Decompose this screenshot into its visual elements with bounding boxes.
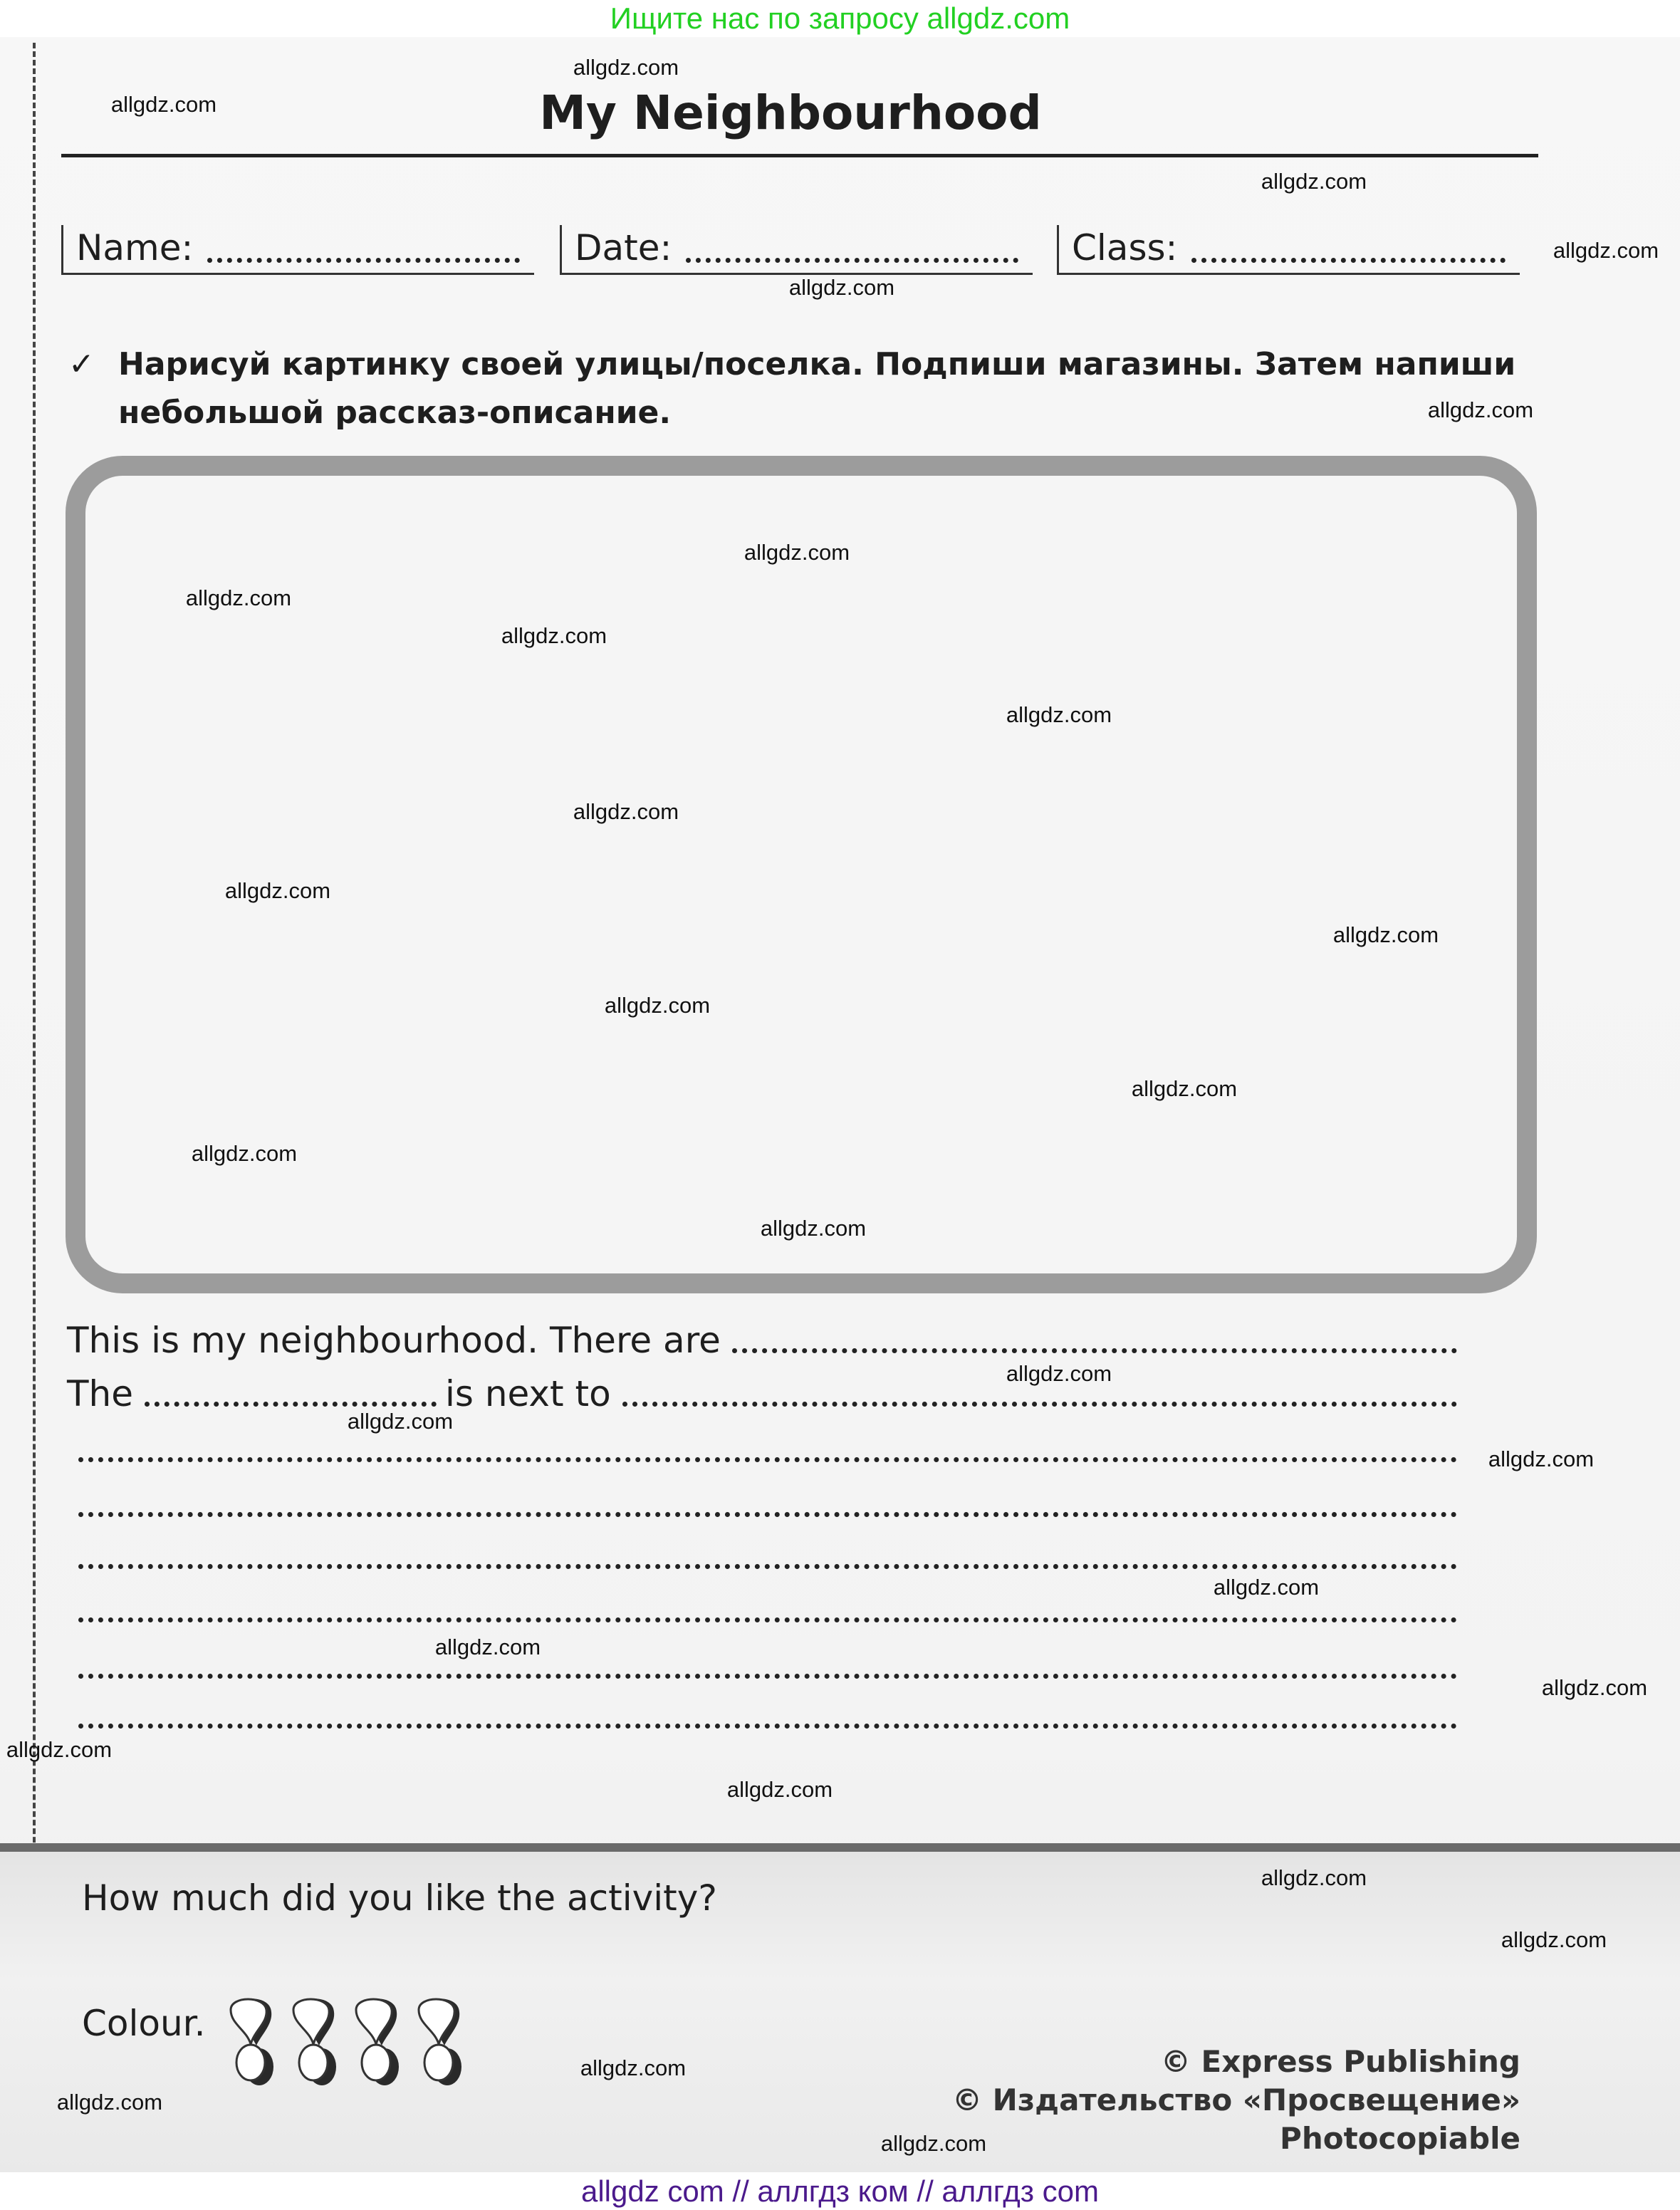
watermark: allgdz.com	[6, 1737, 113, 1762]
rating-icon[interactable]	[228, 1994, 276, 2090]
watermark: allgdz.com	[1427, 397, 1534, 422]
watermark: allgdz.com	[788, 275, 895, 300]
feedback-question: How much did you like the activity?	[82, 1877, 717, 1919]
watermark: allgdz.com	[573, 55, 679, 80]
dots	[78, 1643, 1457, 1679]
watermark: allgdz.com	[744, 540, 850, 565]
writing-line-8[interactable]	[67, 1693, 1466, 1739]
watermark: allgdz.com	[347, 1409, 454, 1434]
watermark: allgdz.com	[726, 1777, 833, 1802]
dots	[78, 1693, 1457, 1729]
name-field[interactable]	[61, 225, 534, 275]
class-label: Class:	[1072, 227, 1178, 269]
watermark: allgdz.com	[56, 2090, 163, 2115]
name-label: Name:	[76, 227, 194, 269]
writing-line-5[interactable]	[67, 1533, 1466, 1579]
watermark: allgdz.com	[880, 2131, 987, 2156]
watermark: allgdz.com	[1261, 169, 1367, 194]
dots	[78, 1481, 1457, 1517]
watermark: allgdz.com	[760, 1216, 867, 1241]
bottom-banner: allgdz com // аллгдз ком // аллгдз com	[0, 2172, 1680, 2210]
watermark: allgdz.com	[191, 1141, 298, 1166]
instruction-line-1: Нарисуй картинку своей улицы/поселка. Подпиши магазины. Затем напиши	[118, 346, 1516, 382]
drawing-area[interactable]	[66, 456, 1537, 1293]
watermark: allgdz.com	[1261, 1865, 1367, 1890]
watermark: allgdz.com	[1006, 1361, 1112, 1386]
page-title: My Neighbourhood	[539, 85, 1042, 140]
date-label: Date:	[575, 227, 672, 269]
rating-icons	[228, 1994, 464, 2090]
rating-icon[interactable]	[353, 1994, 402, 2090]
writing-line-7[interactable]	[67, 1643, 1466, 1689]
watermark: allgdz.com	[224, 878, 331, 903]
class-field[interactable]	[1057, 225, 1520, 275]
watermark: allgdz.com	[604, 993, 711, 1018]
writing-line-2[interactable]	[67, 1371, 1466, 1417]
watermark: allgdz.com	[434, 1635, 541, 1659]
watermark: allgdz.com	[185, 585, 292, 610]
writing-prompt-2b: is next to	[445, 1373, 611, 1414]
watermark: allgdz.com	[1501, 1927, 1607, 1952]
copyright-express: © Express Publishing	[1160, 2044, 1520, 2079]
class-dots	[1191, 225, 1506, 263]
instruction	[68, 340, 1528, 437]
watermark: allgdz.com	[1006, 702, 1112, 727]
watermark: allgdz.com	[580, 2055, 687, 2080]
watermark: allgdz.com	[501, 623, 607, 648]
watermark: allgdz.com	[1541, 1675, 1648, 1700]
date-field[interactable]	[560, 225, 1033, 275]
writing-prompt-2a: The	[67, 1373, 133, 1414]
date-dots	[686, 225, 1018, 263]
watermark: allgdz.com	[1488, 1447, 1595, 1471]
section-divider	[0, 1843, 1680, 1852]
watermark: allgdz.com	[110, 92, 217, 117]
watermark: allgdz.com	[1553, 238, 1659, 263]
colour-label: Colour.	[82, 2003, 206, 2044]
writing-line-1[interactable]	[67, 1318, 1466, 1363]
instruction-line-2: небольшой рассказ-описание.	[118, 395, 672, 431]
rating-icon[interactable]	[291, 1994, 339, 2090]
rating-icon[interactable]	[416, 1994, 464, 2090]
dots	[78, 1427, 1457, 1462]
dots	[732, 1318, 1457, 1353]
watermark: allgdz.com	[1213, 1575, 1320, 1600]
dots	[145, 1371, 437, 1407]
dots	[78, 1533, 1457, 1569]
title-divider	[61, 154, 1538, 157]
writing-prompt-1: This is my neighbourhood. There are	[67, 1320, 721, 1361]
name-dots	[207, 225, 520, 263]
check-icon: ✓	[68, 346, 95, 382]
watermark: allgdz.com	[573, 799, 679, 824]
watermark: allgdz.com	[1131, 1076, 1238, 1101]
writing-line-3[interactable]	[67, 1427, 1466, 1472]
writing-line-4[interactable]	[67, 1481, 1466, 1527]
copyright-prosveshchenie: © Издательство «Просвещение»	[951, 2083, 1520, 2117]
photocopiable-note: Photocopiable	[1280, 2121, 1520, 2156]
watermark: allgdz.com	[1332, 922, 1439, 947]
top-banner: Ищите нас по запросу allgdz.com	[610, 1, 1070, 35]
